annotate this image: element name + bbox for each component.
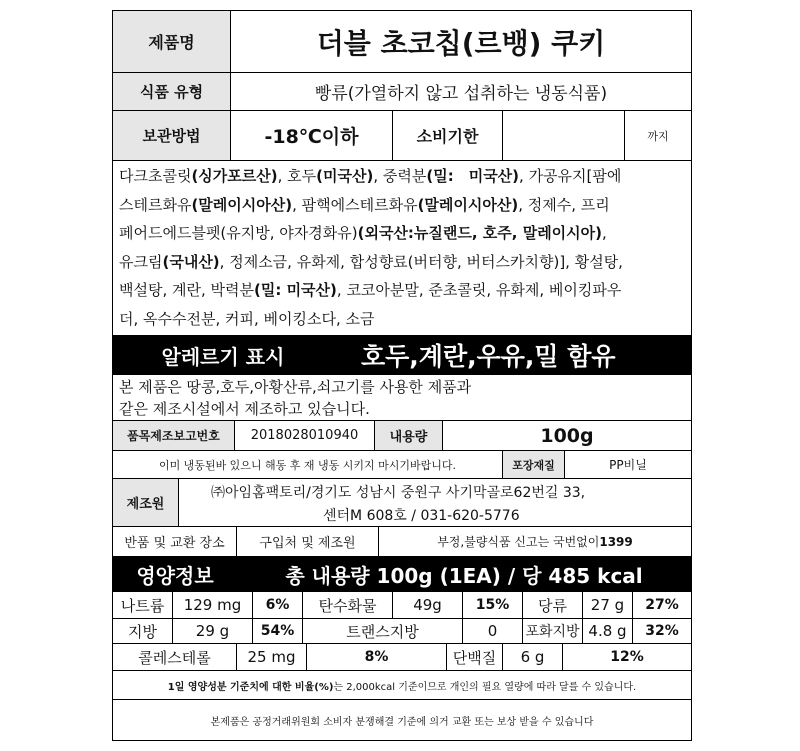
nutrient-name: 트랜스지방 — [303, 619, 463, 643]
food-type-label: 식품 유형 — [113, 73, 231, 110]
ingredient-text: 페어드에드블펫(유지방, 야자경화유) — [119, 224, 358, 242]
nutrient-percent: 6% — [253, 592, 303, 618]
allergy-row — [113, 336, 691, 375]
report-text: 부정,불량식품 신고는 국번없이 — [437, 535, 600, 549]
nutrition-footnote — [113, 671, 691, 699]
nutrient-amount: 49g — [393, 592, 463, 618]
ingredient-text: , 가공유지[팜에 — [519, 167, 622, 185]
footnote-rest: 는 2,000kcal 기준이므로 개인의 필요 열량에 따라 달를 수 있습니다. — [333, 681, 637, 693]
exchange-label: 반품 및 교환 장소 — [113, 527, 237, 556]
report-row — [113, 421, 691, 451]
report-label: 품목제조보고번호 — [113, 421, 235, 450]
ingredient-origin: (밀: 미국산) — [426, 167, 520, 185]
exchange-place: 구입처 및 제조원 — [237, 527, 379, 556]
report-notice — [379, 527, 691, 556]
nutrient-amount: 129 mg — [173, 592, 253, 618]
food-type-value: 빵류(가열하지 않고 섭취하는 냉동식품) — [314, 84, 608, 104]
nutrient-percent: 12% — [610, 649, 644, 665]
expiry-suffix: 까지 — [647, 129, 669, 143]
ingredient-text: , 정제수, 프리 — [518, 195, 610, 214]
food-label — [112, 10, 692, 741]
ingredient-line — [119, 279, 685, 300]
ingredient-line — [119, 165, 685, 186]
footnote-bold: 1일 영양성분 기준치에 대한 비율(%) — [167, 681, 334, 693]
allergy-notice-1: 본 제품은 땅콩,호두,아황산류,쇠고기를 사용한 제품과 — [119, 378, 472, 396]
ingredient-text: , 호두 — [277, 167, 317, 185]
nutrient-percent: 27% — [645, 597, 679, 613]
nutrient-amount: 4.8 g — [583, 619, 633, 643]
allergy-label: 알레르기 표시 — [161, 344, 285, 369]
nutrient-amount: 0 — [463, 619, 523, 643]
ingredients-row — [113, 161, 691, 336]
nutrient-percent: 32% — [645, 623, 679, 639]
nutrition-grid-row — [113, 619, 691, 644]
storage-row — [113, 111, 691, 161]
maker-row — [113, 479, 691, 527]
maker-line-1: ㈜아임홈팩토리/경기도 성남시 중원구 사기막골로62번길 33, — [211, 485, 586, 501]
ingredient-text: , 팜핵에스테르화유 — [292, 195, 418, 214]
nutrition-label: 영양정보 — [136, 563, 214, 588]
content-value: 100g — [540, 424, 594, 447]
product-name: 더블 초코칩(르뱅) 쿠키 — [316, 26, 606, 60]
nutrition-grid-row — [113, 592, 691, 619]
nutrition-summary: 총 내용량 100g (1EA) / 당 485 kcal — [285, 563, 643, 588]
footer-text: 본제품은 공정거래위원회 소비자 분쟁해결 기준에 의거 교환 또는 보상 받을 수 있습니다 — [210, 716, 594, 728]
nutrient-name: 단백질 — [447, 644, 503, 670]
nutrient-percent: 54% — [253, 619, 303, 643]
product-label: 제품명 — [113, 11, 231, 72]
frozen-notice: 이미 냉동된바 있으니 해동 후 재 냉동 시키지 마시기바랍니다. — [113, 451, 503, 478]
ingredient-line — [119, 308, 685, 329]
storage-value: -18℃이하 — [231, 111, 393, 160]
storage-label: 보관방법 — [113, 111, 231, 160]
nutrition-row — [113, 557, 691, 592]
nutrient-name: 탄수화물 — [303, 592, 393, 618]
nutrient-amount: 25 mg — [237, 644, 307, 670]
ingredient-origin: (미국산) — [316, 167, 374, 185]
ingredient-text: , 코코아분말, 준초콜릿, 유화제, 베이킹파우 — [336, 281, 622, 299]
nutrient-amount: 6 g — [503, 644, 563, 670]
product-row — [113, 11, 691, 73]
ingredient-origin: (싱가포르산) — [191, 167, 278, 185]
material-value: PP비닐 — [609, 458, 647, 472]
ingredient-origin: (밀: 미국산) — [254, 281, 337, 299]
nutrient-name: 나트륨 — [113, 592, 173, 618]
ingredient-text: 다크초콜릿 — [119, 167, 192, 185]
ingredient-text: 더, 옥수수전분, 커피, 베이킹소다, 소금 — [119, 309, 375, 328]
ingredient-origin: (국내산) — [162, 252, 220, 271]
nutrient-name: 포화지방 — [523, 619, 583, 643]
allergy-value: 호두,계란,우유,밀 함유 — [361, 342, 616, 371]
ingredient-origin: (말레이시아산) — [417, 195, 519, 214]
ingredient-text: , 중력분 — [373, 167, 427, 185]
ingredient-text: 백설탕, 계란, 박력분 — [119, 281, 254, 299]
report-number-1399: 1399 — [599, 534, 633, 549]
ingredient-text: 스테르화유 — [119, 195, 192, 214]
nutrient-amount: 29 g — [173, 619, 253, 643]
ingredient-text: , — [602, 224, 607, 242]
footnote-row — [113, 671, 691, 700]
ingredient-line — [119, 222, 685, 243]
ingredient-origin: (외국산:뉴질랜드, 호주, 말레이시아) — [357, 224, 603, 242]
nutrient-percent: 15% — [463, 592, 523, 618]
expiry-value — [503, 111, 625, 160]
nutrient-name: 콜레스테롤 — [113, 644, 237, 670]
ingredient-text: 유크림 — [119, 252, 163, 271]
food-type-row — [113, 73, 691, 111]
expiry-label: 소비기한 — [393, 111, 503, 160]
ingredient-line — [119, 251, 685, 272]
footer-row — [113, 700, 691, 740]
material-label: 포장재질 — [503, 451, 565, 478]
nutrient-amount: 27 g — [583, 592, 633, 618]
ingredient-origin: (말레이시아산) — [191, 195, 293, 214]
allergy-notice-2: 같은 제조시설에서 제조하고 있습니다. — [119, 400, 370, 418]
allergy-notice-row — [113, 375, 691, 421]
report-number: 2018028010940 — [235, 421, 375, 450]
nutrition-grid-row — [113, 644, 691, 671]
nutrient-name: 당류 — [523, 592, 583, 618]
ingredient-text: , 정제소금, 유화제, 합성향료(버터향, 버터스카치향)], 황설탕, — [219, 252, 623, 271]
nutrient-name: 지방 — [113, 619, 173, 643]
ingredient-line — [119, 194, 685, 215]
frozen-row — [113, 451, 691, 479]
maker-label: 제조원 — [113, 479, 179, 526]
maker-line-2: 센터M 608호 / 031-620-5776 — [323, 508, 520, 524]
nutrient-percent: 8% — [307, 644, 447, 670]
exchange-row — [113, 527, 691, 557]
content-label: 내용량 — [375, 421, 443, 450]
